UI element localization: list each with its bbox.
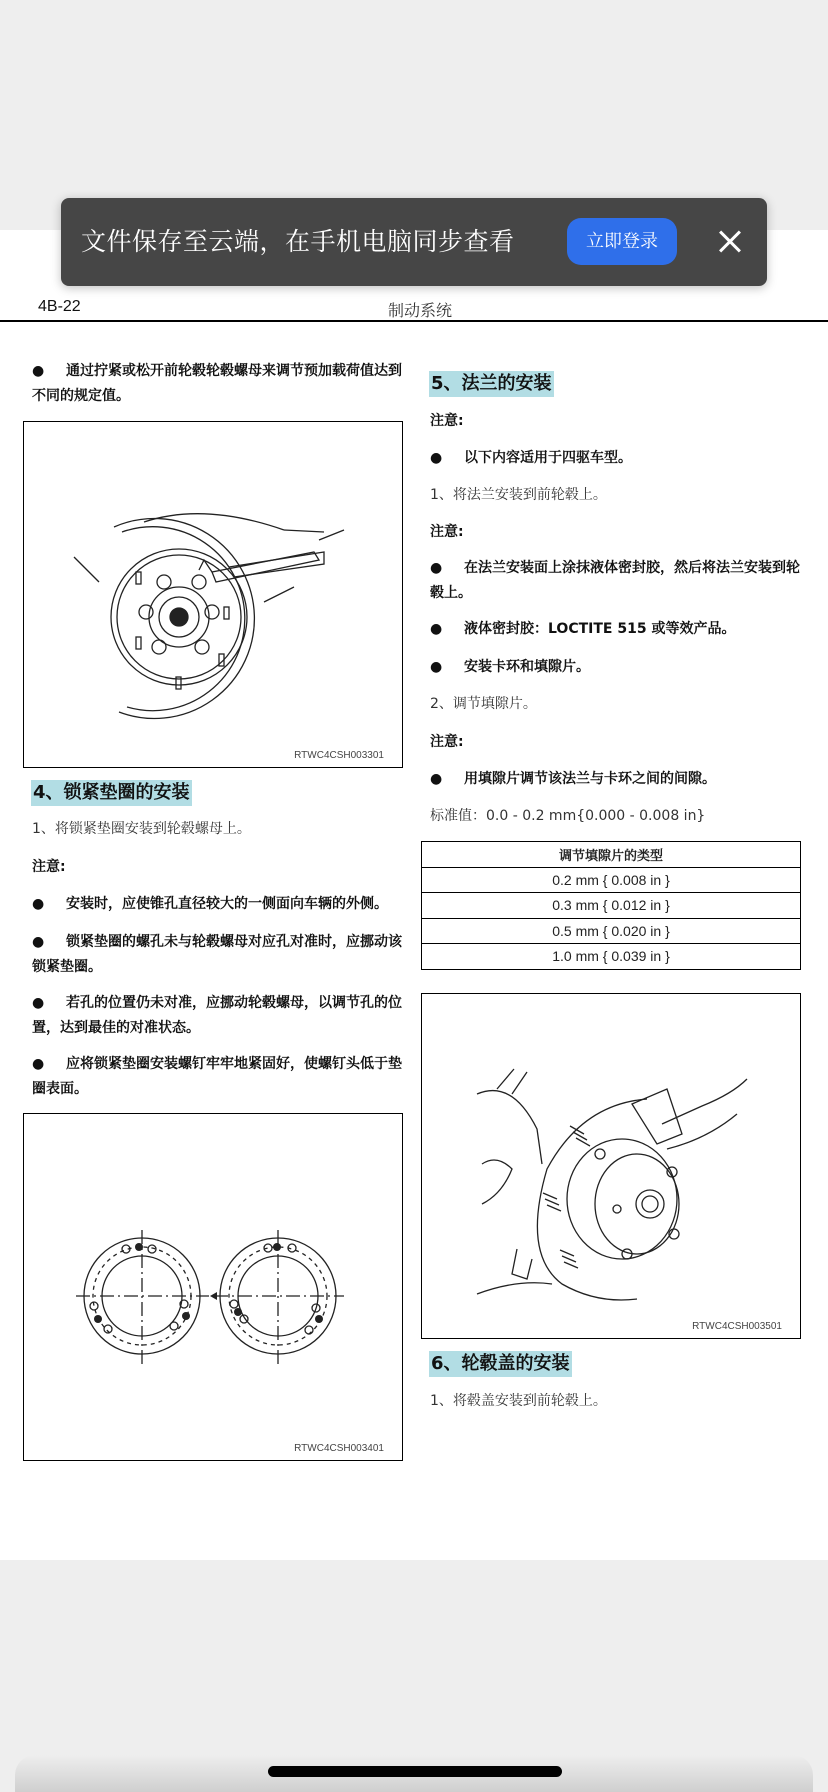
- close-icon[interactable]: [711, 222, 751, 262]
- section-5-bullet: ● 在法兰安装面上涂抹液体密封胶，然后将法兰安装到轮毂上。: [430, 556, 802, 606]
- section-5-bullet: ● 液体密封胶：LOCTITE 515 或等效产品。: [430, 617, 810, 642]
- bullet-icon: ●: [32, 995, 45, 1011]
- intro-bullet: ● 通过拧紧或松开前轮毂轮毂螺母来调节预加载荷值达到不同的规定值。: [32, 359, 402, 409]
- section-6-heading: 6、轮毂盖的安装: [429, 1351, 572, 1377]
- banner-message: 文件保存至云端，在手机电脑同步查看: [81, 227, 515, 256]
- section-title: 制动系统: [388, 301, 453, 320]
- viewer-top-background: [0, 0, 828, 230]
- bullet-icon: ●: [430, 560, 443, 576]
- section-5-heading: 5、法兰的安装: [429, 371, 554, 397]
- bullet-icon: ●: [32, 934, 45, 950]
- bullet-icon: ●: [430, 450, 443, 466]
- lock-washer-illustration: [24, 1114, 402, 1460]
- bullet-icon: ●: [430, 659, 443, 675]
- shim-types-table: [421, 841, 801, 970]
- bullet-icon: ●: [430, 771, 443, 787]
- section-5-bullet: ● 用填隙片调节该法兰与卡环之间的间隙。: [430, 767, 810, 792]
- section-5-note-label: 注意:: [430, 734, 464, 750]
- bullet-icon: ●: [32, 896, 45, 912]
- section-5-step-2: 2、调节填隙片。: [430, 696, 537, 712]
- table-header-row: [422, 842, 801, 868]
- figure-flange-install: [421, 993, 801, 1339]
- figure-code: RTWC4CSH003401: [294, 1443, 384, 1454]
- section-4-bullet: ● 若孔的位置仍未对准，应挪动轮毂螺母，以调节孔的位置，达到最佳的对准状态。: [32, 991, 402, 1041]
- home-indicator[interactable]: [268, 1766, 562, 1777]
- table-row: [422, 944, 801, 970]
- figure-lock-washer: [23, 1113, 403, 1461]
- standard-value: 标准值：0.0 - 0.2 mm{0.000 - 0.008 in}: [430, 808, 706, 824]
- flange-install-illustration: [422, 994, 800, 1338]
- bullet-icon: ●: [32, 363, 45, 379]
- header-divider: [0, 320, 828, 322]
- figure-code: RTWC4CSH003501: [692, 1321, 782, 1332]
- table-cell: 0.2 mm { 0.008 in }: [422, 867, 801, 893]
- section-5-bullet: ● 以下内容适用于四驱车型。: [430, 446, 810, 471]
- section-5-note-label: 注意:: [430, 524, 464, 540]
- table-row: [422, 867, 801, 893]
- table-row: [422, 893, 801, 919]
- table-cell: 0.5 mm { 0.020 in }: [422, 918, 801, 944]
- table-header: 调节填隙片的类型: [422, 842, 801, 868]
- section-5-note-label: 注意:: [430, 413, 464, 429]
- login-button[interactable]: 立即登录: [567, 218, 677, 265]
- table-row: [422, 918, 801, 944]
- cloud-save-banner: [61, 198, 767, 286]
- bullet-icon: ●: [32, 1056, 45, 1072]
- section-4-heading: 4、锁紧垫圈的安装: [31, 780, 192, 806]
- section-5-step-1: 1、将法兰安装到前轮毂上。: [430, 487, 607, 503]
- section-6-step-1: 1、将毂盖安装到前轮毂上。: [430, 1393, 607, 1409]
- section-4-bullet: ● 安装时，应使锥孔直径较大的一侧面向车辆的外侧。: [32, 892, 412, 917]
- page-number: 4B-22: [38, 298, 81, 315]
- section-4-note-label: 注意:: [32, 859, 66, 875]
- bullet-icon: ●: [430, 621, 443, 637]
- hub-preload-illustration: [24, 422, 402, 767]
- section-4-bullet: ● 应将锁紧垫圈安装螺钉牢牢地紧固好，使螺钉头低于垫圈表面。: [32, 1052, 402, 1102]
- section-4-bullet: ● 锁紧垫圈的螺孔未与轮毂螺母对应孔对准时，应挪动该锁紧垫圈。: [32, 930, 402, 980]
- table-cell: 1.0 mm { 0.039 in }: [422, 944, 801, 970]
- figure-hub-preload: [23, 421, 403, 768]
- section-4-step-1: 1、将锁紧垫圈安装到轮毂螺母上。: [32, 821, 251, 837]
- table-cell: 0.3 mm { 0.012 in }: [422, 893, 801, 919]
- section-5-bullet: ● 安装卡环和填隙片。: [430, 655, 810, 680]
- figure-code: RTWC4CSH003301: [294, 750, 384, 761]
